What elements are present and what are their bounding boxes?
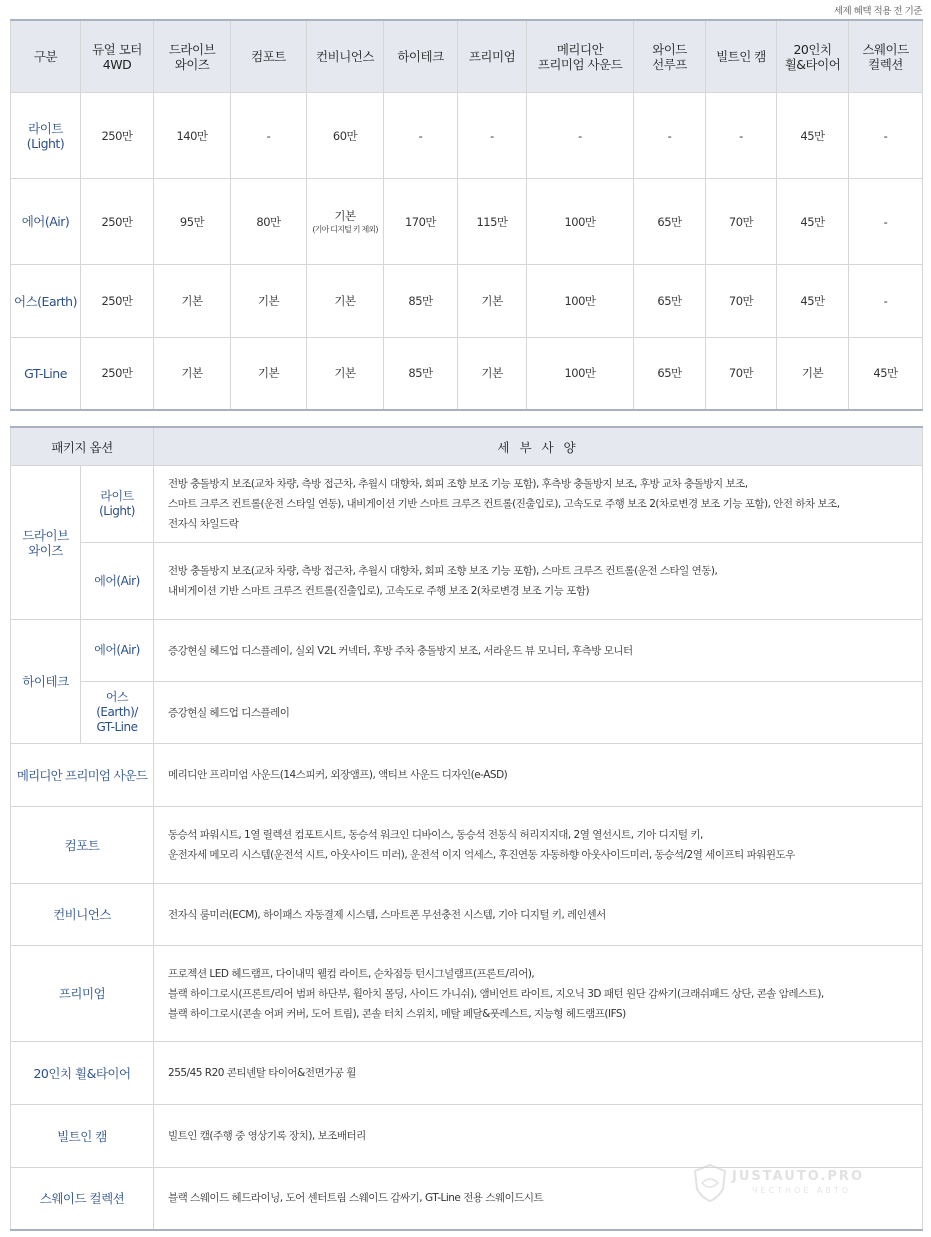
- price-cell: [154, 265, 231, 338]
- trim-row: [11, 265, 923, 338]
- spec-line: 프로젝션 LED 헤드램프, 다이내믹 웰컴 라이트, 순차점등 턴시그널램프(프론트/리어),: [168, 967, 535, 980]
- price-table: [10, 19, 923, 411]
- spec-line: 전방 충돌방지 보조(교차 차량, 측방 접근차, 추월시 대향차, 회피 조향 보조 기능 포함), 스마트 크루즈 컨트롤(운전 스타일 연동),: [168, 565, 718, 577]
- builtin-cam-row: [11, 1105, 923, 1168]
- spec-line: 블랙 하이그로시(콘솔 어퍼 커버, 도어 트림), 콘솔 터치 스위치, 메탈 페달&풋레스트, 지능형 헤드램프(IFS): [168, 1007, 626, 1020]
- spec-line: 전자식 룸미러(ECM), 하이패스 자동결제 시스템, 스마트폰 무선충전 시스템, 기아 디지털 키, 레인센서: [168, 908, 606, 921]
- builtin-cam-spec: [154, 1105, 923, 1168]
- hitech-air-spec: [154, 620, 923, 682]
- builtin-cam-label: 빌트인 캠: [11, 1105, 154, 1168]
- price-cell: [231, 93, 307, 179]
- price-value: 기본: [334, 209, 356, 223]
- premium-row: [11, 946, 923, 1042]
- option-header-4: 컨비니언스: [307, 20, 384, 93]
- option-header-2: 드라이브 와이즈: [154, 20, 231, 93]
- price-value: 65만: [657, 214, 682, 229]
- price-cell: [849, 179, 923, 265]
- trim-row: [11, 93, 923, 179]
- price-cell: [527, 265, 634, 338]
- price-cell: [849, 265, 923, 338]
- price-cell: [777, 338, 849, 410]
- price-value: 100만: [564, 366, 596, 381]
- price-cell: [458, 179, 527, 265]
- price-cell: [231, 338, 307, 410]
- price-cell: [81, 265, 154, 338]
- drive-wise-light-spec: [154, 466, 923, 543]
- price-cell: [706, 93, 777, 179]
- price-value: 70만: [728, 366, 754, 381]
- price-value: 100만: [564, 294, 596, 308]
- convenience-row: [11, 884, 923, 946]
- price-value: 170만: [404, 214, 437, 229]
- option-header-3: 컴포트: [231, 20, 307, 93]
- price-value: 기본: [334, 294, 356, 308]
- hitech-label: 하이테크: [11, 620, 81, 744]
- price-cell: [154, 93, 231, 179]
- price-cell: [154, 338, 231, 410]
- price-value: 60만: [332, 128, 358, 143]
- price-cell-note: (기아 디지털 키 제외): [312, 225, 378, 234]
- price-cell: [154, 179, 231, 265]
- convenience-spec: [154, 884, 923, 946]
- price-cell: [307, 93, 384, 179]
- price-cell: [307, 179, 384, 265]
- price-cell: [231, 179, 307, 265]
- watermark-text: JUSTAUTO.PRO: [732, 1169, 864, 1184]
- price-cell: [849, 93, 923, 179]
- drive-wise-label: 드라이브 와이즈: [11, 466, 81, 620]
- hitech-air-label: 에어(Air): [81, 620, 154, 682]
- price-value: 115만: [476, 214, 508, 229]
- package-option-header: 패키지 옵션: [11, 427, 154, 466]
- drive-wise-light-row: [11, 466, 923, 543]
- option-header-6: 프리미엄: [458, 20, 527, 93]
- price-value: -: [490, 128, 494, 143]
- drive-wise-light-label: 라이트 (Light): [81, 466, 154, 543]
- price-header-row: [11, 20, 923, 93]
- price-cell: [458, 338, 527, 410]
- price-value: 250만: [101, 128, 133, 143]
- price-cell: [527, 93, 634, 179]
- spec-line: 블랙 스웨이드 헤드라이닝, 도어 센터트림 스웨이드 감싸기, GT-Line 전용 스웨이드시트: [168, 1192, 544, 1205]
- convenience-label: 컨비니언스: [11, 884, 154, 946]
- price-value: 45만: [800, 294, 825, 308]
- price-cell: [527, 338, 634, 410]
- spec-line: 빌트인 캠(주행 중 영상기록 장치), 보조배터리: [168, 1130, 366, 1142]
- price-value: 45만: [800, 214, 825, 229]
- price-cell: [458, 93, 527, 179]
- price-value: 70만: [728, 294, 754, 308]
- price-value: -: [578, 128, 582, 143]
- price-value: -: [883, 294, 888, 308]
- price-value: 140만: [176, 128, 208, 143]
- spec-line: 255/45 R20 콘티넨탈 타이어&전면가공 휠: [168, 1067, 356, 1079]
- spec-line: 스마트 크루즈 컨트롤(운전 스타일 연동), 내비게이션 기반 스마트 크루즈 컨트롤(진출입로), 고속도로 주행 보조 2(차로변경 보조 기능 포함), 안전 하차 보조,: [168, 498, 840, 510]
- option-header-10: 20인치 휠&타이어: [777, 20, 849, 93]
- price-cell: [777, 265, 849, 338]
- price-cell: [384, 179, 458, 265]
- price-value: -: [883, 128, 888, 143]
- watermark-subtext: ЧЕСТНОЕ АВТО: [752, 1186, 852, 1195]
- price-value: 기본: [334, 366, 356, 381]
- spec-line: 전자식 차일드락: [168, 518, 239, 530]
- trim-label: GT-Line: [11, 338, 81, 410]
- price-value: 기본: [257, 366, 280, 381]
- hitech-earth-spec: [154, 682, 923, 744]
- category-header: 구분: [11, 20, 81, 93]
- detail-spec-header: 세 부 사 양: [154, 427, 923, 466]
- price-cell: [634, 338, 706, 410]
- option-header-1: 듀얼 모터 4WD: [81, 20, 154, 93]
- wheel-row: [11, 1042, 923, 1105]
- price-cell: [634, 265, 706, 338]
- price-cell: [307, 338, 384, 410]
- option-header-11: 스웨이드 컬렉션: [849, 20, 923, 93]
- price-cell: [458, 265, 527, 338]
- price-cell: [384, 338, 458, 410]
- price-cell: [384, 93, 458, 179]
- spec-table: [10, 426, 923, 1231]
- price-value: 70만: [728, 214, 754, 229]
- comfort-label: 컴포트: [11, 807, 154, 884]
- price-cell: [231, 265, 307, 338]
- suede-row: [11, 1168, 923, 1230]
- price-cell: [527, 179, 634, 265]
- hitech-air-row: [11, 620, 923, 682]
- price-value: 기본: [801, 366, 824, 381]
- price-cell: [384, 265, 458, 338]
- price-cell: [706, 179, 777, 265]
- drive-wise-air-row: [11, 543, 923, 620]
- price-value: 기본: [181, 294, 203, 308]
- price-value: 기본: [481, 366, 503, 381]
- premium-label: 프리미엄: [11, 946, 154, 1042]
- price-value: -: [667, 128, 672, 143]
- wheel-spec: [154, 1042, 923, 1105]
- price-value: 45만: [873, 366, 898, 381]
- suede-label: 스웨이드 컬렉션: [11, 1168, 154, 1230]
- price-value: 250만: [101, 214, 133, 229]
- price-cell: [706, 265, 777, 338]
- spec-line: 동승석 파워시트, 1열 릴렉션 컴포트시트, 동승석 워크인 디바이스, 동승석 전동식 허리지지대, 2열 열선시트, 기아 디지털 키,: [168, 829, 703, 841]
- price-value: 95만: [179, 214, 205, 229]
- price-cell: [849, 338, 923, 410]
- price-cell: [81, 338, 154, 410]
- comfort-row: [11, 807, 923, 884]
- suede-spec: [154, 1168, 923, 1230]
- price-value: -: [266, 128, 271, 143]
- spec-header-row: [11, 427, 923, 466]
- price-value: 기본: [257, 294, 280, 308]
- trim-row: [11, 338, 923, 410]
- hitech-earth-row: [11, 682, 923, 744]
- price-value: -: [418, 128, 423, 143]
- trim-label: 에어(Air): [11, 179, 81, 265]
- meridian-spec: [154, 744, 923, 807]
- price-cell: [777, 93, 849, 179]
- meridian-label: 메리디안 프리미엄 사운드: [11, 744, 154, 807]
- price-value: -: [883, 214, 888, 229]
- spec-line: 증강현실 헤드업 디스플레이: [168, 706, 290, 719]
- wheel-label: 20인치 휠&타이어: [11, 1042, 154, 1105]
- price-value: 기본: [181, 366, 203, 381]
- spec-line: 전방 충돌방지 보조(교차 차량, 측방 접근차, 추월시 대향차, 회피 조향 보조 기능 포함), 후측방 충돌방지 보조, 후방 교차 충돌방지 보조,: [168, 478, 748, 490]
- price-value: -: [739, 128, 743, 143]
- price-value: 85만: [408, 294, 433, 308]
- price-value: 250만: [101, 294, 133, 308]
- option-header-7: 메리디안 프리미엄 사운드: [527, 20, 634, 93]
- price-value: 기본: [481, 294, 503, 308]
- price-cell: [634, 93, 706, 179]
- price-value: 65만: [657, 294, 682, 308]
- price-value: 80만: [256, 214, 281, 229]
- price-cell: [706, 338, 777, 410]
- drive-wise-air-spec: [154, 543, 923, 620]
- spec-line: 내비게이션 기반 스마트 크루즈 컨트롤(진출입로), 고속도로 주행 보조 2(차로변경 보조 기능 포함): [168, 585, 590, 597]
- option-header-5: 하이테크: [384, 20, 458, 93]
- tax-note: 세제 혜택 적용 전 기준: [833, 6, 922, 17]
- hitech-earth-gtline-label: 어스 (Earth)/ GT-Line: [81, 682, 154, 744]
- meridian-row: [11, 744, 923, 807]
- trim-label: 라이트 (Light): [11, 93, 81, 179]
- price-value: 250만: [101, 366, 133, 381]
- spec-line: 메리디안 프리미엄 사운드(14스피커, 외장앰프), 액티브 사운드 디자인(e-ASD): [168, 769, 508, 781]
- comfort-spec: [154, 807, 923, 884]
- spec-line: 증강현실 헤드업 디스플레이, 실외 V2L 커넥터, 후방 주차 충돌방지 보조, 서라운드 뷰 모니터, 후측방 모니터: [168, 644, 633, 657]
- price-cell: [307, 265, 384, 338]
- trim-label: 어스(Earth): [11, 265, 81, 338]
- trim-row: [11, 179, 923, 265]
- spec-line: 블랙 하이그로시(프론트/리어 범퍼 하단부, 휠아치 몰딩, 사이드 가니쉬), 앰비언트 라이트, 지오닉 3D 패턴 원단 감싸기(크래쉬패드 상단, 콘솔 암레스트),: [168, 987, 824, 1000]
- premium-spec: [154, 946, 923, 1042]
- price-value: 45만: [800, 128, 825, 143]
- option-header-8: 와이드 선루프: [634, 20, 706, 93]
- option-header-9: 빌트인 캠: [706, 20, 777, 93]
- drive-wise-air-label: 에어(Air): [81, 543, 154, 620]
- price-value: 100만: [564, 214, 596, 229]
- spec-line: 운전자세 메모리 시스템(운전석 시트, 아웃사이드 미러), 운전석 이지 억세스, 후진연동 자동하향 아웃사이드미러, 동승석/2열 세이프티 파워윈도우: [168, 849, 795, 861]
- price-cell: [777, 179, 849, 265]
- price-cell: [81, 93, 154, 179]
- price-value: 85만: [408, 366, 433, 381]
- price-cell: [81, 179, 154, 265]
- price-cell: [634, 179, 706, 265]
- price-value: 65만: [657, 366, 682, 381]
